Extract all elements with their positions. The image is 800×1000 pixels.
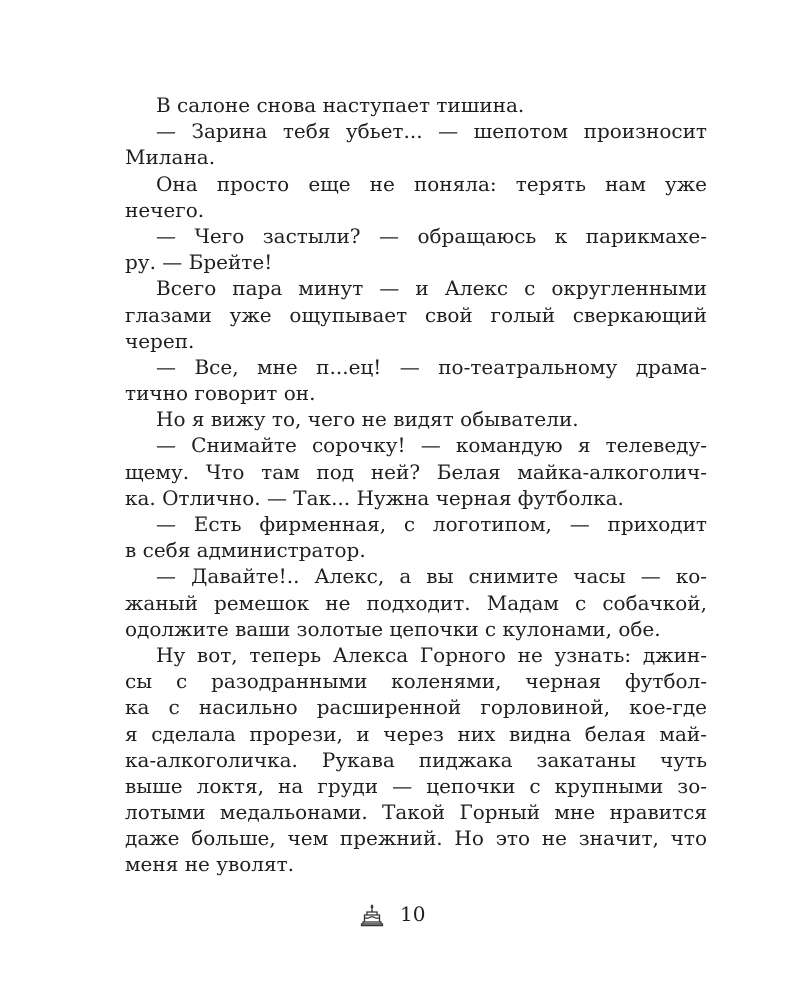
text-line: Но я вижу то, чего не видят обыватели. [156, 407, 579, 432]
text-line: В салоне снова наступает тишина. [156, 93, 525, 117]
text-line: — Снимайте сорочку! — командую я телеведу- [156, 433, 707, 458]
text-line: Всего пара минут — и Алекс с округленными [156, 276, 707, 301]
text-line: тично говорит он. [125, 381, 316, 406]
page-number: 10 [400, 902, 426, 926]
text-line: — Давайте!.. Алекс, а вы снимите часы — ко- [156, 564, 707, 589]
text-line: ка с насильно расширенной горловиной, кое-где [125, 695, 707, 720]
text-line: ру. — Брейте! [125, 250, 273, 275]
text-line: Милана. [125, 145, 216, 170]
text-line: выше локтя, на груди — цепочки с крупными зо- [125, 773, 707, 798]
text-line: — Зарина тебя убьет... — шепотом произносит [156, 119, 707, 144]
text-line: я сделала прорези, и через них видна белая май- [125, 721, 707, 746]
text-line: — Есть фирменная, с логотипом, — приходит [156, 512, 707, 536]
text-line: Ну вот, теперь Алекса Горного не узнать: джин- [156, 642, 707, 667]
text-line: нечего. [125, 197, 205, 222]
text-line: жаный ремешок не подходит. Мадам с собачкой, [125, 590, 707, 615]
text-line: в себя администратор. [125, 538, 366, 563]
text-line: ка. Отлично. — Так... Нужна черная футболка. [125, 485, 624, 510]
body-text [125, 92, 707, 878]
cake-emblem-icon [359, 902, 385, 928]
text-line: череп. [125, 328, 195, 353]
text-line: глазами уже ощупывает свой голый сверкающий [125, 302, 707, 327]
text-line: ка-алкоголичка. Рукава пиджака закатаны чуть [125, 747, 707, 772]
page-footer [0, 899, 800, 929]
text-line: даже больше, чем прежний. Но это не значит, что [125, 826, 707, 851]
text-line: — Все, мне п...ец! — по-театральному драма- [156, 354, 707, 379]
text-line: сы с разодранными коленями, черная футбол- [125, 669, 707, 694]
text-line: — Чего застыли? — обращаюсь к парикмахе- [156, 223, 707, 248]
text-line: одолжите ваши золотые цепочки с кулонами, обе. [125, 616, 661, 641]
text-line: щему. Что там под ней? Белая майка-алкоголич- [125, 459, 707, 484]
text-line: лотыми медальонами. Такой Горный мне нравится [125, 800, 707, 825]
text-line: Она просто еще не поняла: терять нам уже [156, 171, 707, 196]
text-line: меня не уволят. [125, 852, 295, 877]
